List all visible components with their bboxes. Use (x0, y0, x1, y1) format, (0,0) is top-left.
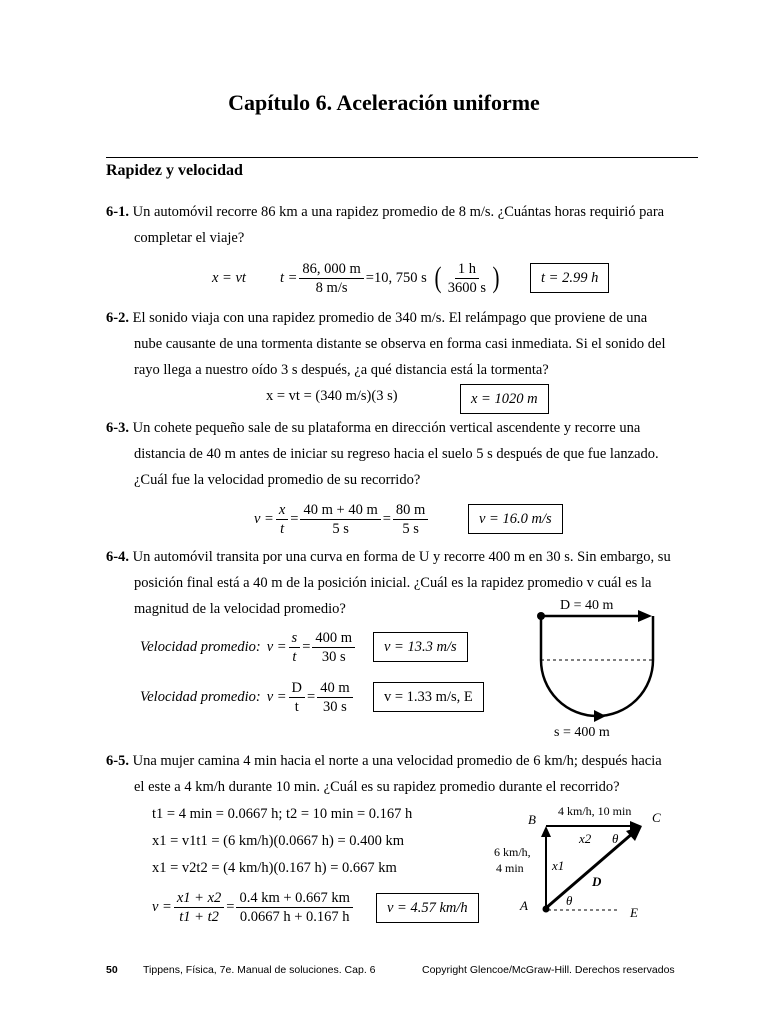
denominator: t (292, 648, 297, 665)
equation-label: Velocidad promedio: (140, 638, 261, 655)
equation-line: x1 = v1t1 = (6 km/h)(0.0667 h) = 0.400 km (152, 833, 405, 849)
equation-line: t1 = 4 min = 0.0667 h; t2 = 10 min = 0.167 h (152, 806, 413, 822)
problem-6-2 (106, 305, 726, 331)
section-heading: Rapidez y velocidad (106, 162, 243, 179)
numerator: 1 h (455, 260, 479, 279)
paren: ) (492, 261, 500, 294)
denominator: 0.0667 h + 0.167 h (239, 908, 350, 925)
point-label-c: C (652, 810, 661, 825)
numerator: D (289, 679, 305, 698)
numerator: 0.4 km + 0.667 km (236, 889, 353, 908)
problem-number: 6-1. (106, 204, 129, 220)
equation-6-4-velocity: Velocidad promedio: v = $\frac{D}{t}$ = $\frac{40 m}{30 s}$ (140, 676, 355, 718)
problem-text-line: ¿Cuál fue la velocidad promedio de su recorrido? (134, 472, 421, 488)
segment-label-left: 6 km/h, (494, 845, 531, 859)
fraction (445, 260, 489, 297)
denominator: 5 s (402, 520, 419, 537)
denominator: 8 m/s (315, 279, 348, 296)
section-rule (106, 157, 698, 158)
problem-text-line: el este a 4 km/h durante 10 min. ¿Cuál es su rapidez promedio durante el recorrido? (134, 779, 620, 795)
problem-text-line: Una mujer camina 4 min hacia el norte a una velocidad promedio de 6 km/h; después hacia (132, 753, 662, 769)
diagram-label-bottom: s = 400 m (554, 725, 610, 740)
path-arrow (594, 710, 606, 722)
equation-part: =10, 750 s (365, 269, 427, 286)
problem-6-3 (106, 415, 726, 441)
fraction (276, 501, 288, 538)
angle-label-top: θ (612, 831, 619, 846)
problem-text-line: El sonido viaja con una rapidez promedio de 340 m/s. El relámpago que proviene de una (132, 310, 648, 326)
numerator: 86, 000 m (299, 260, 363, 279)
numerator: 400 m (312, 629, 355, 648)
problem-text-line: Un cohete pequeño sale de su plataforma en dirección vertical ascendente y recorre una (132, 420, 641, 436)
problem-number: 6-3. (106, 420, 129, 436)
equation-6-3: v = $\frac{x}{t}$ = $\frac{40 m + 40 m}{5 s}$ = $\frac{80 m}{5 s}$ (254, 498, 430, 540)
problem-number: 6-2. (106, 310, 129, 326)
equation-part: v = (254, 510, 274, 527)
denominator: 5 s (332, 520, 349, 537)
answer-box: v = 1.33 m/s, E (373, 682, 484, 712)
vector-label-d: D (592, 874, 602, 889)
equation-6-5-average: v = $\frac{x1 + x2}{t1 + t2}$ = $\frac{0.4 km + 0.667 km}{0.0667 h + 0.167 h}$ (152, 886, 355, 928)
segment-label-left: 4 min (496, 861, 524, 875)
problem-text-line: completar el viaje? (134, 230, 245, 246)
numerator: 40 m + 40 m (300, 501, 380, 520)
answer-box: v = 4.57 km/h (376, 893, 479, 923)
numerator: x (276, 501, 288, 520)
equation-6-4-speed: Velocidad promedio: v = $\frac{s}{t}$ = $\frac{400 m}{30 s}$ (140, 626, 357, 668)
problem-text-line: magnitud de la velocidad promedio? (134, 601, 346, 617)
problem-number: 6-4. (106, 549, 129, 565)
arrow-head (541, 826, 551, 837)
denominator: 3600 s (447, 279, 487, 296)
denominator: t (294, 698, 299, 715)
diagram-label-top: D = 40 m (560, 598, 614, 613)
equation-part: v = (266, 638, 287, 655)
denominator: 30 s (321, 648, 346, 665)
answer-box: x = 1020 m (460, 384, 549, 414)
fraction (236, 889, 353, 926)
equation-6-1 (212, 258, 501, 298)
equation-6-2: x = vt = (340 m/s)(3 s) (266, 388, 398, 404)
denominator: t (280, 520, 285, 537)
problem-text-line: Un automóvil transita por una curva en forma de U y recorre 400 m en 30 s. Sin embargo, su (132, 549, 671, 565)
denominator: 30 s (323, 698, 347, 715)
arrow-head (638, 610, 652, 622)
problem-text-line: Un automóvil recorre 86 km a una rapidez promedio de 8 m/s. ¿Cuántas horas requirió para (132, 204, 665, 220)
equation-part: v = (152, 898, 172, 915)
origin-dot (543, 906, 550, 913)
u-path (541, 616, 653, 716)
problem-text-line: distancia de 40 m antes de iniciar su regreso hacia el suelo 5 s después de que fue lanzado. (134, 446, 659, 462)
fraction (393, 501, 428, 538)
fraction (289, 629, 301, 666)
u-curve-diagram (520, 594, 660, 744)
problem-6-4 (106, 544, 726, 570)
answer-box: v = 16.0 m/s (468, 504, 563, 534)
page-title: Capítulo 6. Aceleración uniforme (228, 90, 540, 115)
footer-copyright: Copyright Glencoe/McGraw-Hill. Derechos reservados (422, 964, 675, 976)
numerator: 80 m (393, 501, 428, 520)
numerator: 40 m (317, 679, 352, 698)
problem-number: 6-5. (106, 753, 129, 769)
footer-book: Tippens, Física, 7e. Manual de soluciones. Cap. 6 (143, 964, 376, 976)
equation-part: v = (266, 688, 287, 705)
fraction (174, 889, 224, 926)
fraction (317, 679, 352, 716)
segment-label-top: 4 km/h, 10 min (558, 804, 632, 818)
equation-label: Velocidad promedio: (140, 688, 261, 705)
fraction (299, 260, 363, 297)
problem-text-line: nube causante de una tormenta distante se observa en forma casi inmediata. Si el sonido del (134, 336, 666, 352)
angle-label-bottom: θ (566, 893, 573, 908)
vector-label-x2: x2 (579, 831, 592, 846)
problem-text-line: posición final está a 40 m de la posición inicial. ¿Cuál es la rapidez promedio v cuál es la (134, 575, 652, 591)
point-label-e: E (630, 905, 638, 920)
point-label-b: B (528, 812, 536, 827)
fraction (300, 501, 380, 538)
problem-text-line: rayo llega a nuestro oído 3 s después, ¿a qué distancia está la tormenta? (134, 362, 549, 378)
denominator: t1 + t2 (179, 908, 219, 925)
numerator: s (289, 629, 301, 648)
fraction (289, 679, 305, 716)
vector-label-x1: x1 (552, 858, 565, 873)
problem-6-1 (106, 199, 706, 225)
numerator: x1 + x2 (174, 889, 224, 908)
answer-box: t = 2.99 h (530, 263, 609, 293)
equation-line: x1 = v2t2 = (4 km/h)(0.167 h) = 0.667 km (152, 860, 397, 876)
problem-6-5 (106, 748, 726, 774)
answer-box: v = 13.3 m/s (373, 632, 468, 662)
paren: ( (434, 261, 442, 294)
fraction (312, 629, 355, 666)
equation-part: x = vt (212, 269, 246, 286)
page-number: 50 (106, 964, 118, 976)
equation-part: t = (279, 269, 298, 286)
point-label-a: A (520, 898, 528, 913)
vector-diagram (490, 800, 670, 926)
